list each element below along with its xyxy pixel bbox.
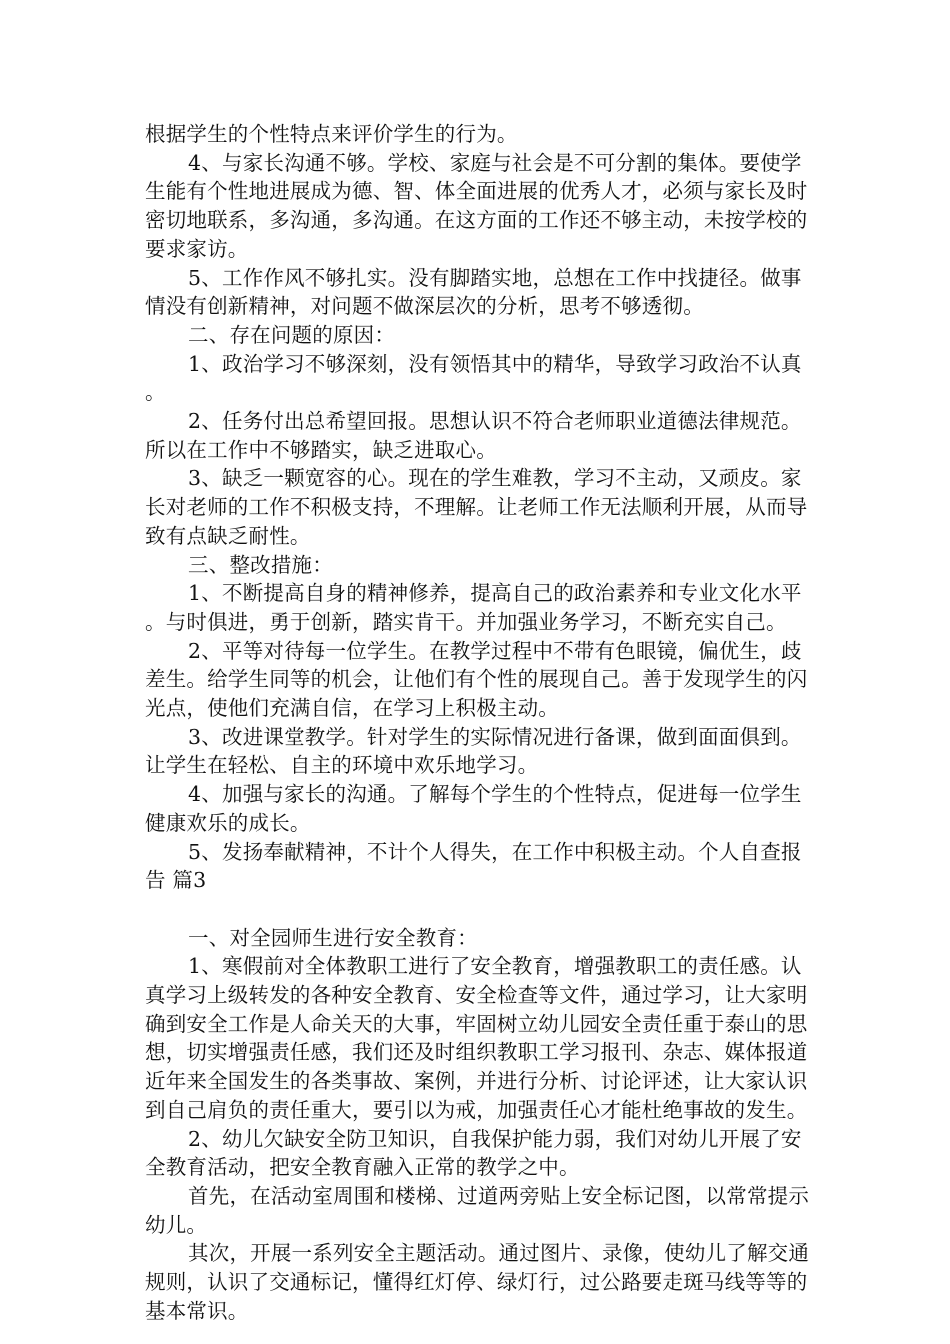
paragraph: 1、政治学习不够深刻，没有领悟其中的精华，导致学习政治不认真。 <box>145 351 802 405</box>
paragraph: 1、寒假前对全体教职工进行了安全教育，增强教职工的责任感。认真学习上级转发的各种安全教育、安全检查等文件，通过学习，让大家明确到安全工作是人命关天的大事，牢固树立幼儿园安全责任重于泰山的思想，切实增强责任感，我们还及时组织教职工学习报刊、杂志、媒体报道近年来全国发生的各类事故、案例，并进行分析、讨论评述，让大家认识到自己肩负的责任重大，要引以为戒，加强责任心才能杜绝事故的发生。 <box>145 954 808 1122</box>
paragraph: 1、不断提高自身的精神修养，提高自己的政治素养和专业文化水平。与时俱进，勇于创新，踏实肯干。并加强业务学习，不断充实自己。 <box>145 581 802 634</box>
paragraph: 根据学生的个性特点来评价学生的行为。 <box>145 122 518 146</box>
paragraph: 4、与家长沟通不够。学校、家庭与社会是不可分割的集体。要使学生能有个性地进展成为德、智、体全面进展的优秀人才，必须与家长及时密切地联系，多沟通，多沟通。在这方面的工作还不够主动，未按学校的要求家访。 <box>145 150 808 261</box>
section-heading: 三、整改措施： <box>188 552 333 577</box>
paragraph: 3、改进课堂教学。针对学生的实际情况进行备课，做到面面俱到。让学生在轻松、自主的环境中欢乐地学习。 <box>145 724 802 778</box>
paragraph: 3、缺乏一颗宽容的心。现在的学生难教，学习不主动，又顽皮。家长对老师的工作不积极支持，不理解。让老师工作无法顺利开展，从而导致有点缺乏耐性。 <box>145 466 808 548</box>
paragraph: 其次，开展一系列安全主题活动。通过图片、录像，使幼儿了解交通规则，认识了交通标记，懂得红灯停、绿灯行，过公路要走斑马线等等的基本常识。 <box>145 1241 810 1323</box>
paragraph: 首先，在活动室周围和楼梯、过道两旁贴上安全标记图，以常常提示幼儿。 <box>145 1184 810 1237</box>
paragraph: 2、任务付出总希望回报。思想认识不符合老师职业道德法律规范。所以在工作中不够踏实，缺乏进取心。 <box>145 409 802 462</box>
section-heading: 二、存在问题的原因： <box>188 322 396 347</box>
paragraph: 2、幼儿欠缺安全防卫知识，自我保护能力弱，我们对幼儿开展了安全教育活动，把安全教育融入正常的教学之中。 <box>145 1126 802 1180</box>
section-heading: 一、对全园师生进行安全教育： <box>188 925 478 950</box>
blank-line <box>145 895 810 924</box>
paragraph: 5、发扬奉献精神，不计个人得失，在工作中积极主动。个人自查报告 篇3 <box>145 839 802 893</box>
document-body <box>145 120 810 1326</box>
paragraph: 2、平等对待每一位学生。在教学过程中不带有色眼镜，偏优生，歧差生。给学生同等的机会，让他们有个性的展现自己。善于发现学生的闪光点，使他们充满自信，在学习上积极主动。 <box>145 638 808 721</box>
paragraph: 4、加强与家长的沟通。了解每个学生的个性特点，促进每一位学生健康欢乐的成长。 <box>145 782 802 835</box>
paragraph: 5、工作作风不够扎实。没有脚踏实地，总想在工作中找捷径。做事情没有创新精神，对问题不做深层次的分析，思考不够透彻。 <box>145 265 802 319</box>
